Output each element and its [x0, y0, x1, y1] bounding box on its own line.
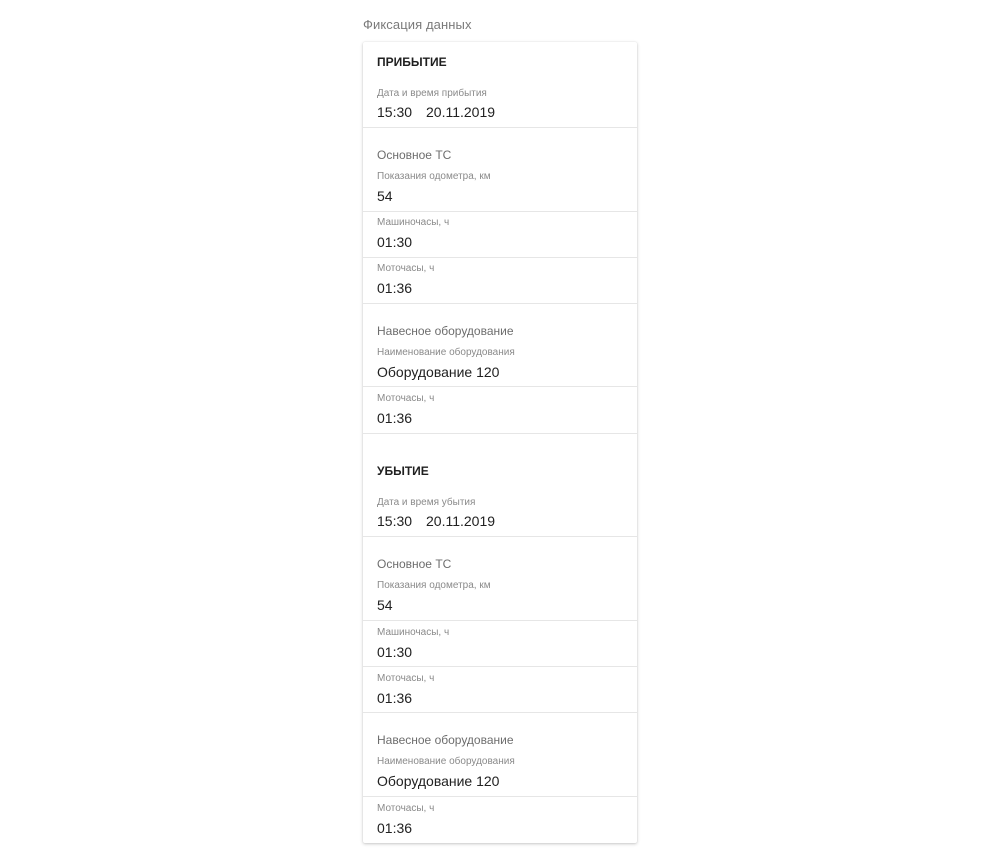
departure-main-vehicle-title: Основное ТС — [377, 557, 452, 571]
departure-machine-hours-label: Машиночасы, ч — [377, 627, 450, 638]
departure-equipment-name-block[interactable] — [363, 713, 637, 797]
arrival-equipment-name-value: Оборудование 120 — [377, 364, 500, 380]
arrival-datetime-block[interactable] — [363, 42, 637, 128]
arrival-odometer-block[interactable] — [363, 128, 637, 212]
departure-datetime-label: Дата и время убытия — [377, 497, 476, 508]
arrival-moto-hours-block[interactable] — [363, 258, 637, 304]
departure-equipment-title: Навесное оборудование — [377, 733, 514, 747]
arrival-equipment-moto-hours-label: Моточасы, ч — [377, 393, 435, 404]
departure-equipment-moto-hours-label: Моточасы, ч — [377, 803, 435, 814]
departure-equipment-moto-hours-value: 01:36 — [377, 820, 413, 836]
arrival-equipment-name-label: Наименование оборудования — [377, 347, 515, 358]
arrival-odometer-value: 54 — [377, 188, 393, 204]
arrival-odometer-label: Показания одометра, км — [377, 171, 491, 182]
departure-machine-hours-value: 01:30 — [377, 644, 413, 660]
arrival-equipment-name-block[interactable] — [363, 304, 637, 387]
arrival-time-value: 15:30 — [377, 104, 413, 120]
departure-section-title: УБЫТИЕ — [377, 464, 429, 478]
departure-moto-hours-label: Моточасы, ч — [377, 673, 435, 684]
departure-equipment-name-value: Оборудование 120 — [377, 773, 500, 789]
departure-moto-hours-value: 01:36 — [377, 690, 413, 706]
arrival-date-value: 20.11.2019 — [426, 104, 496, 120]
departure-odometer-block[interactable] — [363, 537, 637, 621]
departure-machine-hours-block[interactable] — [363, 621, 637, 667]
departure-moto-hours-block[interactable] — [363, 667, 637, 713]
arrival-datetime-label: Дата и время прибытия — [377, 88, 487, 99]
departure-equipment-name-label: Наименование оборудования — [377, 756, 515, 767]
arrival-equipment-title: Навесное оборудование — [377, 324, 514, 338]
departure-datetime-block[interactable] — [363, 434, 637, 537]
arrival-machine-hours-block[interactable] — [363, 212, 637, 258]
departure-odometer-label: Показания одометра, км — [377, 580, 491, 591]
arrival-moto-hours-label: Моточасы, ч — [377, 263, 435, 274]
departure-equipment-moto-hours-block[interactable] — [363, 797, 637, 843]
arrival-main-vehicle-title: Основное ТС — [377, 148, 452, 162]
arrival-moto-hours-value: 01:36 — [377, 280, 413, 296]
arrival-machine-hours-label: Машиночасы, ч — [377, 217, 450, 228]
departure-odometer-value: 54 — [377, 597, 393, 613]
departure-time-value: 15:30 — [377, 513, 413, 529]
arrival-equipment-moto-hours-value: 01:36 — [377, 410, 413, 426]
page-title: Фиксация данных — [363, 17, 472, 32]
departure-date-value: 20.11.2019 — [426, 513, 496, 529]
arrival-machine-hours-value: 01:30 — [377, 234, 413, 250]
data-fixation-card — [363, 42, 637, 843]
arrival-equipment-moto-hours-block[interactable] — [363, 387, 637, 434]
arrival-section-title: ПРИБЫТИЕ — [377, 55, 447, 69]
